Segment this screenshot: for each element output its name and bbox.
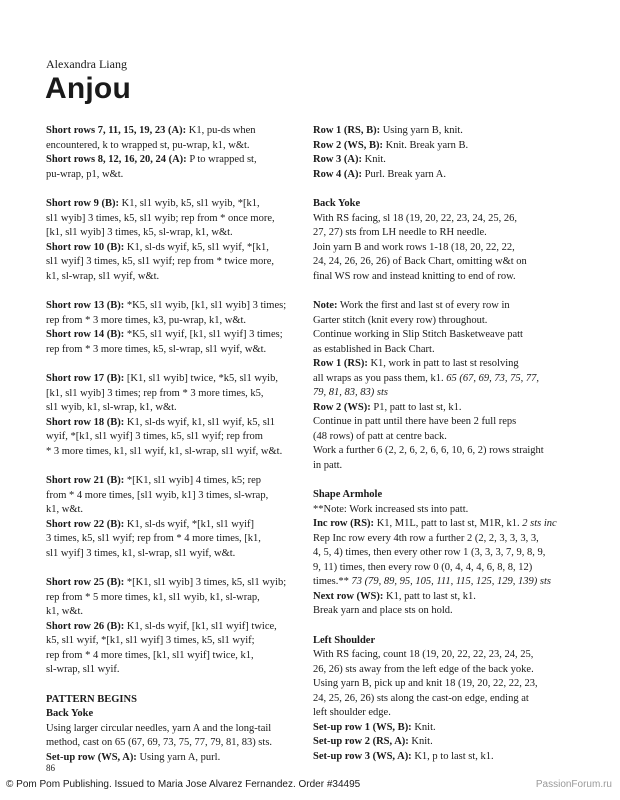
- instruction-paragraph: [313, 299, 575, 473]
- text-run: 9, 11) times, then every row 0 (0, 4, 4, 4, 6, 8, 8, 12): [313, 561, 533, 573]
- text-run: final WS row and instead knitting to end of row.: [313, 270, 516, 282]
- bold-label: Set-up row 1 (WS, B):: [313, 721, 412, 733]
- bold-label: Row 4 (A):: [313, 168, 362, 180]
- text-run: from * 4 more times, [sl1 wyib, k1] 3 times, sl-wrap,: [46, 489, 269, 501]
- bold-label: Short row 10 (B):: [46, 241, 125, 253]
- text-run: k5, sl1 wyif, *[k1, sl1 wyif] 3 times, k5, sl1 wyif;: [46, 635, 255, 646]
- text-line: [313, 212, 575, 227]
- text-line: [46, 299, 301, 314]
- text-run: *[K1, sl1 wyib] 4 times, k5; rep: [124, 475, 262, 486]
- pattern-title: Anjou: [45, 72, 131, 105]
- text-run: wyif, *[k1, sl1 wyif] 3 times, k5, sl1 wyif; rep from: [46, 431, 263, 442]
- stitch-count: 79, 81, 83, 83) sts: [313, 387, 388, 398]
- left-column: [46, 124, 301, 780]
- text-run: rep from * 3 more times, k5, sl-wrap, sl1 wyif, w&t.: [46, 343, 267, 355]
- text-line: [313, 692, 575, 707]
- text-line: [313, 750, 575, 765]
- text-line: [46, 634, 301, 649]
- text-line: [313, 372, 575, 387]
- text-run: 3 times, k5, sl1 wyif; rep from * 4 more times, [k1,: [46, 533, 261, 544]
- bold-label: Note:: [313, 300, 338, 311]
- text-line: [313, 648, 575, 663]
- text-run: [k1, sl1 wyib] 3 times, k5, sl-wrap, k1, w&t.: [46, 227, 233, 238]
- instruction-paragraph: [46, 474, 301, 561]
- text-run: left shoulder edge.: [313, 707, 391, 718]
- text-line: [46, 226, 301, 241]
- text-line: [46, 387, 301, 402]
- text-run: K1, sl-ds wyif, [k1, sl1 wyif] twice,: [124, 620, 277, 632]
- text-run: sl1 wyif] 3 times, k1, sl-wrap, sl1 wyif, w&t.: [46, 547, 236, 559]
- text-line: [46, 591, 301, 606]
- bold-label: Row 2 (WS):: [313, 401, 371, 413]
- text-line: [46, 124, 301, 139]
- text-line: [313, 124, 575, 139]
- instruction-paragraph: [313, 634, 575, 765]
- bold-label: Short rows 7, 11, 15, 19, 23 (A):: [46, 125, 187, 136]
- text-run: Knit.: [411, 721, 436, 733]
- text-line: [46, 139, 301, 154]
- text-run: as established in Back Chart.: [313, 343, 435, 355]
- text-run: 26, 26) sts away from the left edge of the back yoke.: [313, 663, 534, 675]
- bold-label: Short row 9 (B):: [46, 198, 120, 209]
- text-line: [46, 168, 301, 183]
- text-run: Using larger circular needles, yarn A and the long-tail: [46, 722, 272, 734]
- bold-label: Short row 18 (B):: [46, 416, 125, 428]
- text-line: [313, 604, 575, 619]
- text-line: [313, 168, 575, 183]
- text-line: [46, 343, 301, 358]
- text-run: Continue working in Slip Stitch Basketweave patt: [313, 329, 523, 340]
- text-line: [313, 314, 575, 329]
- stitch-count: 65 (67, 69, 73, 75, 77,: [446, 372, 540, 384]
- bold-label: Shape Armhole: [313, 489, 383, 500]
- bold-label: Set-up row (WS, A):: [46, 751, 137, 763]
- text-line: [313, 677, 575, 692]
- text-line: [313, 590, 575, 605]
- text-line: [46, 372, 301, 387]
- text-line: [46, 416, 301, 431]
- bold-label: Short row 25 (B):: [46, 577, 125, 588]
- bold-label: Inc row (RS):: [313, 518, 375, 529]
- text-run: (48 rows) of patt at centre back.: [313, 430, 447, 442]
- text-run: pu-wrap, p1, w&t.: [46, 168, 124, 180]
- text-run: Using yarn B, knit.: [380, 125, 463, 136]
- text-line: [46, 620, 301, 635]
- text-line: [313, 634, 575, 649]
- text-line: [46, 212, 301, 227]
- text-line: [46, 503, 301, 518]
- text-run: K1, p to last st, k1.: [411, 750, 494, 762]
- text-run: Join yarn B and work rows 1-18 (18, 20, 22, 22,: [313, 241, 515, 253]
- text-run: Knit. Break yarn B.: [383, 139, 469, 151]
- text-line: [46, 314, 301, 329]
- text-run: * 3 more times, k1, sl1 wyif, k1, sl-wrap, sl1 wyif, w&t.: [46, 445, 283, 457]
- text-run: method, cast on 65 (67, 69, 73, 75, 77, 79, 81, 83) sts.: [46, 737, 273, 748]
- text-run: [K1, sl1 wyib] twice, *k5, sl1 wyib,: [124, 373, 278, 384]
- text-line: [313, 153, 575, 168]
- text-run: Purl. Break yarn A.: [362, 168, 446, 180]
- stitch-count: 2 sts inc: [522, 518, 557, 529]
- text-line: [313, 459, 575, 474]
- text-run: k1, w&t.: [46, 606, 84, 617]
- text-line: [313, 532, 575, 547]
- bold-label: Set-up row 2 (RS, A):: [313, 736, 409, 747]
- bold-label: Short rows 8, 12, 16, 20, 24 (A):: [46, 154, 187, 165]
- instruction-paragraph: [46, 197, 301, 284]
- right-column: [313, 124, 575, 779]
- text-line: [46, 751, 301, 766]
- text-line: [313, 735, 575, 750]
- text-line: [46, 693, 301, 708]
- text-line: [46, 328, 301, 343]
- text-line: [313, 226, 575, 241]
- text-line: [46, 576, 301, 591]
- bold-label: Row 1 (RS):: [313, 358, 368, 369]
- text-run: K1, work in patt to last st resolving: [367, 358, 519, 369]
- text-run: K1, sl-ds wyif, *[k1, sl1 wyif]: [124, 518, 255, 530]
- text-line: [313, 663, 575, 678]
- text-line: [313, 706, 575, 721]
- text-line: [46, 401, 301, 416]
- text-line: [313, 139, 575, 154]
- text-run: *K5, sl1 wyif, [k1, sl1 wyif] 3 times;: [124, 329, 283, 340]
- text-line: [46, 707, 301, 722]
- text-run: 24, 24, 26, 26, 26) of Back Chart, omitting w&t on: [313, 256, 527, 267]
- text-line: [46, 532, 301, 547]
- bold-label: Back Yoke: [46, 708, 94, 719]
- text-line: [313, 561, 575, 576]
- text-run: Knit.: [408, 736, 433, 747]
- text-run: [k1, sl1 wyib] 3 times; rep from * 3 more times, k5,: [46, 387, 264, 399]
- text-line: [313, 721, 575, 736]
- text-run: 4, 5, 4) times, then every other row 1 (3, 3, 3, 7, 9, 8, 9,: [313, 547, 546, 558]
- text-run: K1, sl-ds wyif, k1, sl1 wyif, k5, sl1: [124, 416, 276, 428]
- text-line: [46, 430, 301, 445]
- text-line: [313, 517, 575, 532]
- text-run: K1, patt to last st, k1.: [383, 590, 476, 602]
- text-line: [313, 386, 575, 401]
- bold-label: PATTERN BEGINS: [46, 693, 137, 705]
- instruction-paragraph: [313, 488, 575, 619]
- text-run: P to wrapped st,: [186, 154, 257, 165]
- text-line: [313, 401, 575, 416]
- text-line: [46, 445, 301, 460]
- text-line: [313, 415, 575, 430]
- text-line: [46, 197, 301, 212]
- bold-label: Back Yoke: [313, 198, 361, 209]
- text-run: With RS facing, sl 18 (19, 20, 22, 23, 24, 25, 26,: [313, 212, 518, 224]
- text-line: [313, 299, 575, 314]
- text-line: [313, 343, 575, 358]
- text-run: k1, w&t.: [46, 504, 84, 515]
- text-line: [46, 489, 301, 504]
- text-run: Break yarn and place sts on hold.: [313, 605, 453, 616]
- text-run: rep from * 3 more times, k3, pu-wrap, k1, w&t.: [46, 314, 247, 326]
- text-run: sl1 wyib, k1, sl-wrap, k1, w&t.: [46, 402, 177, 413]
- instruction-paragraph: [313, 124, 575, 182]
- bold-label: Left Shoulder: [313, 634, 376, 646]
- text-line: [313, 503, 575, 518]
- text-run: K1, M1L, patt to last st, M1R, k1.: [374, 518, 523, 529]
- bold-label: Row 2 (WS, B):: [313, 139, 383, 151]
- text-run: Using yarn A, purl.: [136, 751, 221, 763]
- bold-label: Short row 22 (B):: [46, 518, 125, 530]
- text-line: [46, 547, 301, 562]
- instruction-paragraph: [46, 372, 301, 459]
- text-run: sl1 wyib] 3 times, k5, sl1 wyib; rep from * once more,: [46, 212, 275, 224]
- instruction-paragraph: [46, 124, 301, 182]
- text-line: [313, 444, 575, 459]
- text-line: [313, 430, 575, 445]
- text-run: Garter stitch (knit every row) throughout.: [313, 314, 488, 326]
- instruction-paragraph: [46, 693, 301, 766]
- text-run: With RS facing, count 18 (19, 20, 22, 22, 23, 24, 25,: [313, 649, 534, 660]
- text-run: Work a further 6 (2, 2, 6, 2, 6, 6, 10, 6, 2) rows straight: [313, 445, 544, 456]
- bold-label: Row 1 (RS, B):: [313, 125, 381, 136]
- bold-label: Short row 26 (B):: [46, 620, 125, 632]
- text-line: [46, 663, 301, 678]
- page-number: 86: [46, 763, 55, 773]
- text-run: K1, sl-ds wyif, k5, sl1 wyif, *[k1,: [124, 241, 269, 253]
- text-line: [46, 605, 301, 620]
- watermark: PassionForum.ru: [535, 779, 612, 790]
- text-run: times.**: [313, 576, 352, 587]
- text-run: Rep Inc row every 4th row a further 2 (2, 2, 3, 3, 3, 3,: [313, 532, 539, 544]
- text-line: [46, 153, 301, 168]
- text-line: [313, 255, 575, 270]
- stitch-count: 73 (79, 89, 95, 105, 111, 115, 125, 129, 139) sts: [351, 576, 551, 587]
- text-run: K1, sl1 wyib, k5, sl1 wyib, *[k1,: [119, 198, 260, 209]
- text-run: rep from * 4 more times, [k1, sl1 wyif] twice, k1,: [46, 649, 254, 661]
- text-line: [46, 649, 301, 664]
- text-run: Knit.: [362, 154, 386, 165]
- bold-label: Short row 21 (B):: [46, 475, 125, 486]
- text-line: [313, 575, 575, 590]
- text-line: [46, 241, 301, 256]
- text-run: K1, pu-ds when: [186, 125, 256, 136]
- copyright-footer: © Pom Pom Publishing. Issued to Maria Jose Alvarez Fernandez. Order #34495: [6, 779, 361, 790]
- text-run: Using yarn B, pick up and knit 18 (19, 20, 22, 22, 23,: [313, 678, 538, 689]
- text-line: [46, 736, 301, 751]
- text-run: encountered, k to wrapped st, pu-wrap, k1, w&t.: [46, 139, 250, 151]
- text-line: [46, 518, 301, 533]
- text-run: sl1 wyif] 3 times, k5, sl1 wyif; rep from * twice more,: [46, 256, 275, 267]
- bold-label: Row 3 (A):: [313, 154, 362, 165]
- text-run: P1, patt to last st, k1.: [370, 401, 462, 413]
- text-line: [313, 241, 575, 256]
- text-run: *[K1, sl1 wyib] 3 times, k5, sl1 wyib;: [124, 577, 287, 588]
- text-line: [313, 357, 575, 372]
- instruction-paragraph: [46, 576, 301, 678]
- text-line: [313, 197, 575, 212]
- text-run: k1, sl-wrap, sl1 wyif, w&t.: [46, 270, 160, 282]
- text-line: [46, 270, 301, 285]
- bold-label: Short row 14 (B):: [46, 329, 125, 340]
- text-line: [313, 270, 575, 285]
- text-line: [46, 474, 301, 489]
- bold-label: Next row (WS):: [313, 590, 384, 602]
- text-run: rep from * 5 more times, k1, sl1 wyib, k1, sl-wrap,: [46, 591, 260, 603]
- text-line: [46, 722, 301, 737]
- bold-label: Set-up row 3 (WS, A):: [313, 750, 412, 762]
- text-run: sl-wrap, sl1 wyif.: [46, 664, 120, 675]
- bold-label: Short row 13 (B):: [46, 300, 125, 311]
- text-run: in patt.: [313, 459, 343, 471]
- text-run: *K5, sl1 wyib, [k1, sl1 wyib] 3 times;: [124, 300, 287, 311]
- instruction-paragraph: [313, 197, 575, 284]
- instruction-paragraph: [46, 299, 301, 357]
- text-run: Work the first and last st of every row in: [337, 300, 510, 311]
- text-line: [46, 255, 301, 270]
- text-run: 24, 25, 26, 26) sts along the cast-on edge, ending at: [313, 692, 529, 704]
- text-run: **Note: Work increased sts into patt.: [313, 503, 469, 515]
- text-line: [313, 488, 575, 503]
- bold-label: Short row 17 (B):: [46, 373, 125, 384]
- author-name: Alexandra Liang: [46, 57, 127, 71]
- text-run: 27, 27) sts from LH needle to RH needle.: [313, 227, 487, 238]
- text-run: Continue in patt until there have been 2 full reps: [313, 416, 517, 427]
- text-run: all wraps as you pass them, k1.: [313, 372, 447, 384]
- text-line: [313, 546, 575, 561]
- text-line: [313, 328, 575, 343]
